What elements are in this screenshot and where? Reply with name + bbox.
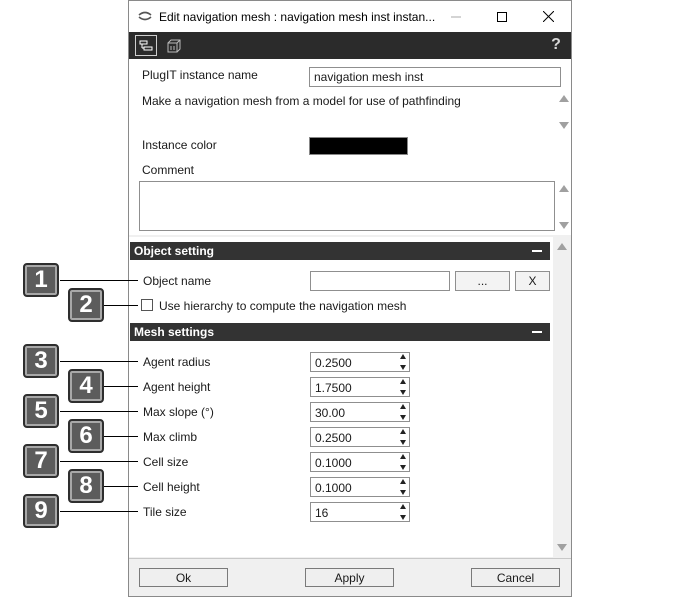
agent-radius-label: Agent radius [143,355,211,369]
spin-down-icon[interactable] [400,390,406,395]
property-scrollbar[interactable] [553,237,571,557]
minimize-icon [451,12,461,22]
object-name-input[interactable] [310,271,450,291]
agent-height-spinbox[interactable] [310,377,410,397]
maximize-button[interactable] [479,1,525,32]
comment-textarea[interactable] [139,181,555,231]
agent-height-label: Agent height [143,380,211,394]
scroll-up-icon[interactable] [559,95,569,102]
object-view-button[interactable] [163,35,185,56]
maximize-icon [497,12,507,22]
object-setting-title: Object setting [134,244,215,258]
clear-object-button[interactable]: X [515,271,550,291]
callout-line [104,386,138,387]
scroll-down-icon[interactable] [559,222,569,229]
tile-size-label: Tile size [143,505,187,519]
help-icon: ? [551,36,561,53]
agent-height-value: 1.7500 [315,381,352,395]
cell-size-label: Cell size [143,455,189,469]
cell-height-spinbox[interactable] [310,477,410,497]
instance-color-label: Instance color [142,138,217,152]
tile-size-spinbox[interactable] [310,502,410,522]
callout-badge: 6 [68,419,104,453]
ok-button[interactable]: Ok [139,568,228,587]
spin-down-icon[interactable] [400,365,406,370]
close-icon [543,11,554,22]
use-hierarchy-label: Use hierarchy to compute the navigation mesh [159,299,407,313]
hierarchy-view-button[interactable] [135,35,157,56]
spin-down-icon[interactable] [400,415,406,420]
callout-line [104,486,138,487]
callout-line [60,411,138,412]
spin-up-icon[interactable] [400,354,406,359]
edit-navigation-mesh-dialog [128,0,572,597]
callout-line [60,361,138,362]
spin-up-icon[interactable] [400,404,406,409]
cell-size-value: 0.1000 [315,456,352,470]
spin-up-icon[interactable] [400,504,406,509]
spin-up-icon[interactable] [400,479,406,484]
scroll-up-icon[interactable] [557,243,567,250]
spin-down-icon[interactable] [400,490,406,495]
cell-height-value: 0.1000 [315,481,352,495]
callout-line [104,305,138,306]
max-slope-label: Max slope (°) [143,405,214,419]
title-bar [129,1,571,32]
plugit-link-icon [137,10,153,22]
instance-form [129,59,571,235]
collapse-icon[interactable] [532,250,542,252]
spin-up-icon[interactable] [400,454,406,459]
mesh-settings-title: Mesh settings [134,325,215,339]
property-panel [129,237,571,557]
callout-line [60,280,138,281]
cube-icon [167,39,181,53]
callout-badge: 1 [23,263,59,297]
description-scrollbar[interactable] [558,95,570,129]
scroll-down-icon[interactable] [559,122,569,129]
callout-badge: 3 [23,344,59,378]
callout-badge: 7 [23,444,59,478]
instance-color-swatch[interactable] [309,137,408,155]
help-button[interactable] [549,36,563,54]
close-button[interactable] [525,1,571,32]
spin-down-icon[interactable] [400,515,406,520]
callout-line [60,461,138,462]
description-text: Make a navigation mesh from a model for use of pathfinding [142,94,461,108]
instance-name-input[interactable]: navigation mesh inst [309,67,561,87]
max-climb-label: Max climb [143,430,198,444]
callout-line [104,436,138,437]
callout-badge: 4 [68,369,104,403]
callout-badge: 9 [23,494,59,528]
max-climb-value: 0.2500 [315,431,352,445]
scroll-up-icon[interactable] [559,185,569,192]
callout-badge: 2 [68,288,104,322]
browse-object-button[interactable]: ... [455,271,510,291]
window-title: Edit navigation mesh : navigation mesh inst instan... [159,10,436,24]
cell-size-spinbox[interactable] [310,452,410,472]
toolbar [129,32,571,59]
spin-down-icon[interactable] [400,465,406,470]
max-slope-value: 30.00 [315,406,346,420]
spin-up-icon[interactable] [400,429,406,434]
dialog-footer [129,558,571,596]
agent-radius-spinbox[interactable] [310,352,410,372]
max-slope-spinbox[interactable] [310,402,410,422]
spin-up-icon[interactable] [400,379,406,384]
callout-badge: 5 [23,394,59,428]
instance-name-label: PlugIT instance name [142,68,258,82]
cell-height-label: Cell height [143,480,200,494]
cancel-button[interactable]: Cancel [471,568,560,587]
hierarchy-icon [139,40,153,52]
max-climb-spinbox[interactable] [310,427,410,447]
callout-line [60,511,138,512]
scroll-down-icon[interactable] [557,544,567,551]
comment-label: Comment [142,163,195,177]
apply-button[interactable]: Apply [305,568,394,587]
tile-size-value: 16 [315,506,329,520]
mesh-settings-header[interactable] [130,323,550,341]
use-hierarchy-checkbox[interactable] [141,299,153,311]
spin-down-icon[interactable] [400,440,406,445]
callout-badge: 8 [68,469,104,503]
collapse-icon[interactable] [532,331,542,333]
comment-scrollbar[interactable] [558,185,570,229]
agent-radius-value: 0.2500 [315,356,352,370]
object-setting-header[interactable] [130,242,550,260]
minimize-button[interactable] [433,1,479,32]
object-name-label: Object name [143,274,212,288]
